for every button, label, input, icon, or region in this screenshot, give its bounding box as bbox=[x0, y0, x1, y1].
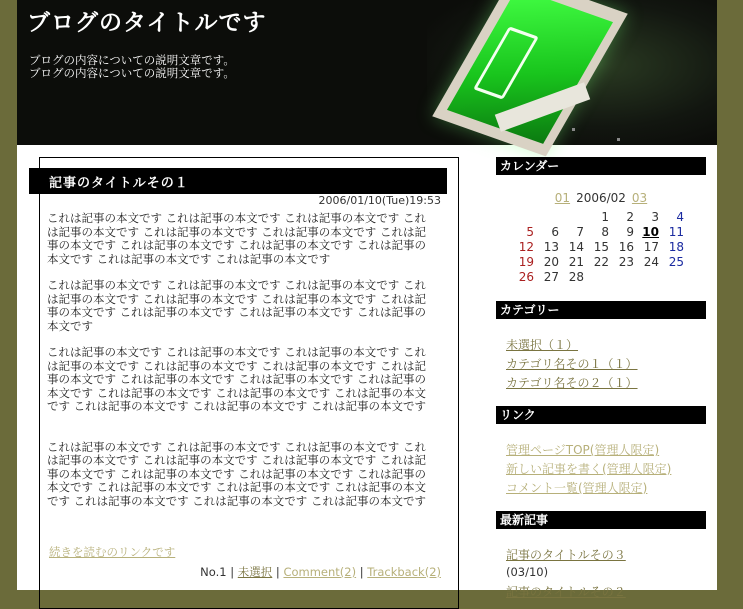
calendar-day: 19 bbox=[518, 255, 534, 269]
entry-date: 2006/01/10(Tue)19:53 bbox=[318, 194, 441, 207]
calendar-day[interactable]: 10 bbox=[642, 225, 659, 239]
category-link[interactable]: 未選択 bbox=[237, 565, 273, 579]
footer-separator: | bbox=[275, 565, 280, 579]
calendar-day: 5 bbox=[526, 225, 534, 239]
calendar-nav bbox=[496, 191, 706, 205]
calendar-day: 17 bbox=[643, 240, 659, 254]
entry-title[interactable]: 記事のタイトルその１ bbox=[49, 176, 189, 191]
entry-paragraph: これは記事の本文です これは記事の本文です これは記事の本文です これは記事の本文です これは記事の本文です これは記事の本文です これは記事の本文です これは記事の本文です これは記事の本文です これは記事の本文です これは記事の本文です これは記事の本文です bbox=[47, 211, 426, 266]
calendar-day: 2 bbox=[626, 210, 634, 224]
blog-header bbox=[17, 0, 717, 145]
category-item[interactable]: 未選択（１） bbox=[506, 338, 579, 352]
calendar-week bbox=[509, 240, 684, 255]
footer-separator: | bbox=[230, 565, 235, 579]
calendar-prev-link[interactable]: 01 bbox=[554, 191, 571, 205]
calendar-day: 26 bbox=[518, 270, 534, 284]
calendar-week bbox=[509, 270, 684, 285]
calendar-day: 28 bbox=[568, 270, 584, 284]
calendar-grid bbox=[509, 210, 684, 285]
calendar-day: 15 bbox=[593, 240, 609, 254]
entry-paragraph: これは記事の本文です これは記事の本文です これは記事の本文です これは記事の本文です これは記事の本文です これは記事の本文です これは記事の本文です これは記事の本文です これは記事の本文です これは記事の本文です これは記事の本文です これは記事の本文です これは記事の本文です これは記事の本文です これは記事の本文です これは記事の本文です bbox=[47, 345, 426, 413]
entry-footer bbox=[200, 564, 441, 580]
category-list bbox=[506, 336, 638, 393]
recent-heading: 最新記事 bbox=[496, 511, 706, 529]
category-item[interactable]: カテゴリ名その２（１） bbox=[506, 376, 638, 390]
calendar-day: 3 bbox=[651, 210, 659, 224]
category-item[interactable]: カテゴリ名その１（１） bbox=[506, 357, 638, 371]
calendar-day: 8 bbox=[601, 225, 609, 239]
entry-paragraph: これは記事の本文です これは記事の本文です これは記事の本文です これは記事の本文です これは記事の本文です これは記事の本文です これは記事の本文です これは記事の本文です これは記事の本文です これは記事の本文です これは記事の本文です これは記事の本文です これは記事の本文です これは記事の本文です これは記事の本文です これは記事の本文です bbox=[47, 439, 426, 508]
calendar-current-month: 2006/02 bbox=[576, 191, 626, 205]
calendar-week bbox=[509, 255, 684, 270]
recent-item-date: (03/10) bbox=[506, 565, 549, 579]
calendar-day: 6 bbox=[551, 225, 559, 239]
calendar-day bbox=[584, 270, 609, 285]
calendar-day: 7 bbox=[576, 225, 584, 239]
page bbox=[17, 0, 717, 599]
calendar-day bbox=[534, 210, 559, 225]
calendar-day: 16 bbox=[618, 240, 634, 254]
calendar-day: 20 bbox=[543, 255, 559, 269]
blog-title[interactable]: ブログのタイトルです bbox=[27, 10, 267, 36]
blog-description-line: ブログの内容についての説明文章です。 bbox=[29, 66, 235, 80]
trackback-link[interactable]: Trackback(2) bbox=[367, 565, 441, 579]
calendar-day: 25 bbox=[668, 255, 684, 269]
calendar-day bbox=[509, 210, 534, 225]
links-list bbox=[506, 441, 671, 498]
calendar-next-link[interactable]: 03 bbox=[631, 191, 648, 205]
calendar-day bbox=[659, 270, 684, 285]
entry-body bbox=[47, 212, 430, 521]
entry-number: No.1 bbox=[200, 565, 227, 579]
calendar-day: 22 bbox=[593, 255, 609, 269]
calendar-day bbox=[559, 210, 584, 225]
link-item[interactable]: コメント一覧(管理人限定) bbox=[506, 481, 648, 495]
recent-item[interactable]: 記事のタイトルその３ bbox=[506, 548, 626, 562]
calendar-day: 11 bbox=[668, 225, 684, 239]
comment-link[interactable]: Comment(2) bbox=[283, 565, 357, 579]
calendar-day: 4 bbox=[676, 210, 684, 224]
calendar-day: 12 bbox=[518, 240, 534, 254]
header-speck bbox=[617, 138, 620, 141]
calendar-day: 21 bbox=[568, 255, 584, 269]
links-heading: リンク bbox=[496, 406, 706, 424]
link-item[interactable]: 管理ページTOP(管理人限定) bbox=[506, 443, 660, 457]
footer-separator: | bbox=[359, 565, 364, 579]
calendar-day bbox=[609, 270, 634, 285]
recent-list bbox=[506, 546, 626, 602]
calendar-week bbox=[509, 225, 684, 240]
recent-item[interactable]: 記事のタイトルその２ bbox=[506, 585, 626, 599]
calendar-day: 24 bbox=[643, 255, 659, 269]
calendar-day: 1 bbox=[601, 210, 609, 224]
calendar-heading: カレンダー bbox=[496, 157, 706, 175]
calendar-day: 13 bbox=[543, 240, 559, 254]
calendar-week bbox=[509, 210, 684, 225]
category-heading: カテゴリー bbox=[496, 301, 706, 319]
blog-description-line: ブログの内容についての説明文章です。 bbox=[29, 53, 235, 67]
link-item[interactable]: 新しい記事を書く(管理人限定) bbox=[506, 462, 672, 476]
calendar-day: 23 bbox=[618, 255, 634, 269]
header-speck bbox=[572, 128, 575, 131]
calendar-day: 9 bbox=[626, 225, 634, 239]
blog-description bbox=[29, 54, 235, 80]
entry-paragraph: これは記事の本文です これは記事の本文です これは記事の本文です これは記事の本文です これは記事の本文です これは記事の本文です これは記事の本文です これは記事の本文です これは記事の本文です これは記事の本文です bbox=[47, 278, 426, 333]
calendar-day: 14 bbox=[568, 240, 584, 254]
calendar-day bbox=[634, 270, 659, 285]
calendar-day: 18 bbox=[668, 240, 684, 254]
calendar-day: 27 bbox=[543, 270, 559, 284]
read-more-link[interactable]: 続きを読むのリンクです bbox=[49, 545, 176, 559]
